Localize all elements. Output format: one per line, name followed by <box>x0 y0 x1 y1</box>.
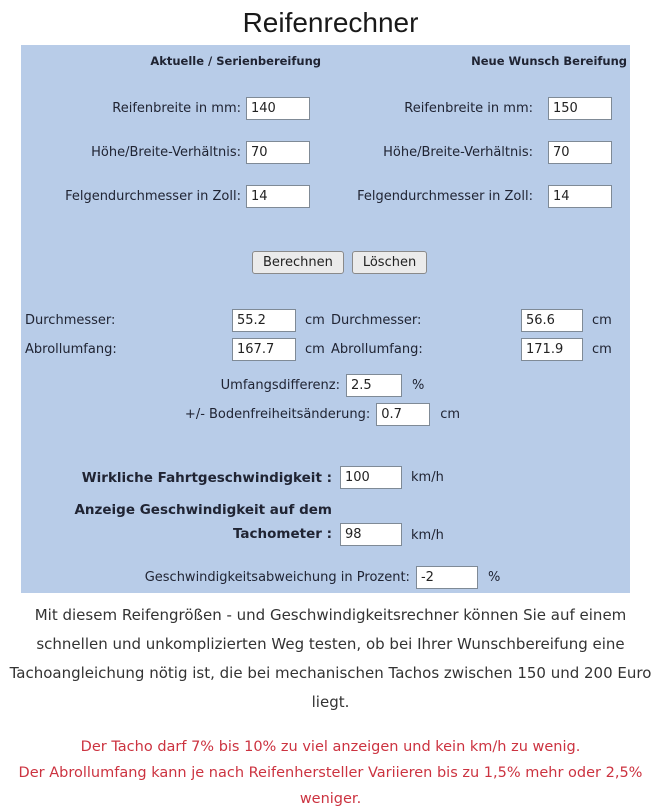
circumference-difference-unit: % <box>411 378 425 393</box>
tire-width-row <box>21 97 630 120</box>
aspect-ratio-label-new: Höhe/Breite-Verhältnis: <box>383 145 533 160</box>
diameter-row <box>21 309 630 332</box>
real-speed-row <box>21 466 630 489</box>
circumference-unit-current: cm <box>305 342 325 357</box>
circumference-difference-row <box>21 374 630 397</box>
aspect-ratio-label-current: Höhe/Breite-Verhältnis: <box>91 145 241 160</box>
tacho-speed-label-line1: Anzeige Geschwindigkeit auf dem <box>74 502 332 518</box>
circumference-difference-label: Umfangsdifferenz: <box>220 378 340 393</box>
page-title: Reifenrechner <box>242 7 419 38</box>
circumference-difference-output[interactable] <box>346 374 402 397</box>
speed-deviation-output[interactable] <box>416 566 478 589</box>
clear-button[interactable]: Löschen <box>352 251 427 274</box>
circumference-output-current[interactable] <box>232 338 296 361</box>
real-speed-label: Wirkliche Fahrtgeschwindigkeit : <box>81 469 332 486</box>
warning-circumference: Der Abrollumfang kann je nach Reifenhersteller Variieren bis zu 1,5% mehr oder 2,5% weniger. <box>18 765 643 807</box>
aspect-ratio-input-new[interactable] <box>548 141 612 164</box>
ground-clearance-unit: cm <box>440 407 461 422</box>
current-tires-header: Aktuelle / Serienbereifung <box>150 54 321 68</box>
diameter-label-current: Durchmesser: <box>25 313 116 328</box>
rim-diameter-input-current[interactable] <box>246 185 310 208</box>
tire-width-label-current: Reifenbreite in mm: <box>112 101 241 116</box>
aspect-ratio-row <box>21 141 630 164</box>
diameter-output-current[interactable] <box>232 309 296 332</box>
tire-width-label-new: Reifenbreite in mm: <box>404 101 533 116</box>
column-headers <box>21 54 630 69</box>
diameter-unit-new: cm <box>592 313 612 328</box>
tire-width-input-current[interactable] <box>246 97 310 120</box>
tacho-speed-unit: km/h <box>411 528 444 543</box>
circumference-row <box>21 338 630 361</box>
calculate-button[interactable]: Berechnen <box>252 251 344 274</box>
tire-width-input-new[interactable] <box>548 97 612 120</box>
ground-clearance-output[interactable] <box>376 403 430 426</box>
speed-deviation-label: Geschwindigkeitsabweichung in Prozent: <box>144 570 410 585</box>
circumference-label-current: Abrollumfang: <box>25 342 117 357</box>
ground-clearance-row <box>21 403 630 426</box>
button-row <box>21 251 630 274</box>
speed-deviation-row <box>21 566 630 589</box>
rim-diameter-label-new: Felgendurchmesser in Zoll: <box>357 189 533 204</box>
diameter-output-new[interactable] <box>521 309 583 332</box>
warning-tacho: Der Tacho darf 7% bis 10% zu viel anzeigen und kein km/h zu wenig. <box>80 739 581 755</box>
circumference-output-new[interactable] <box>521 338 583 361</box>
tacho-speed-row <box>21 498 630 546</box>
aspect-ratio-input-current[interactable] <box>246 141 310 164</box>
calculator-panel <box>21 45 630 593</box>
warnings-block <box>0 734 661 812</box>
diameter-label-new: Durchmesser: <box>331 313 422 328</box>
tacho-speed-label-line2: Tachometer : <box>232 526 332 542</box>
ground-clearance-label: +/- Bodenfreiheitsänderung: <box>184 407 371 422</box>
rim-diameter-row <box>21 185 630 208</box>
rim-diameter-label-current: Felgendurchmesser in Zoll: <box>65 189 241 204</box>
diameter-unit-current: cm <box>305 313 325 328</box>
description-text: Mit diesem Reifengrößen - und Geschwindigkeitsrechner können Sie auf einem schnellen und unkomplizierten Weg testen, ob bei Ihrer Wunschbereifung eine Tachoangleichung nötig ist, die bei mechanischen Tachos zwischen 150 und 200 Euro liegt. <box>9 606 652 711</box>
new-tires-header: Neue Wunsch Bereifung <box>471 54 627 68</box>
rim-diameter-input-new[interactable] <box>548 185 612 208</box>
circumference-label-new: Abrollumfang: <box>331 342 423 357</box>
tacho-speed-output[interactable] <box>340 523 402 546</box>
circumference-unit-new: cm <box>592 342 612 357</box>
real-speed-unit: km/h <box>411 470 444 485</box>
speed-deviation-unit: % <box>487 570 501 585</box>
tacho-speed-label <box>21 498 332 546</box>
real-speed-input[interactable] <box>340 466 402 489</box>
